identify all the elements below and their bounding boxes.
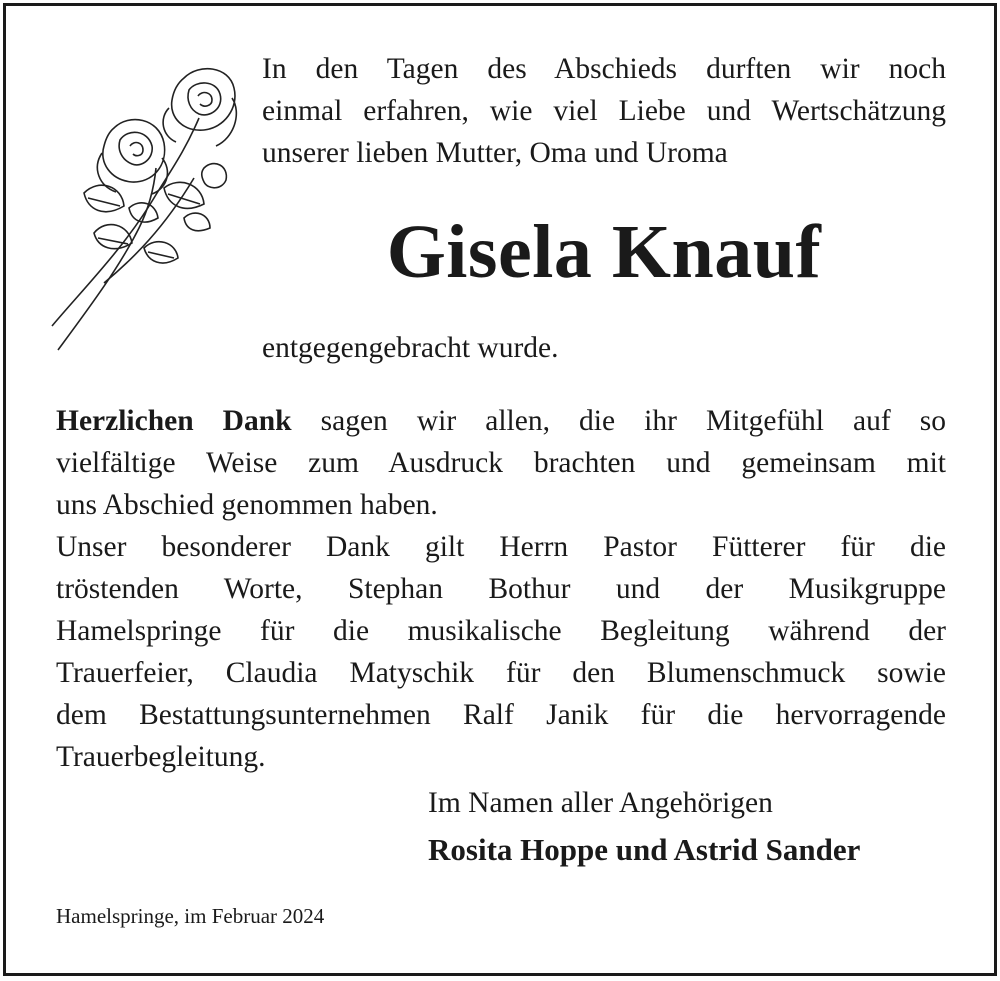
- thanks-heading: Herzlichen Dank: [56, 405, 292, 437]
- body-line-2: vielfältige Weise zum Ausdruck brachten und gemeinsam mit: [56, 447, 946, 479]
- body-line-9: Trauerbegleitung.: [56, 741, 266, 773]
- body-line-7: Trauerfeier, Claudia Matyschik für den Blumenschmuck sowie: [56, 657, 946, 689]
- body-line-8: dem Bestattungsunternehmen Ralf Janik für die hervorragende: [56, 699, 946, 731]
- signoff-line: Im Namen aller Angehörigen: [428, 787, 773, 819]
- body-line-4: Unser besonderer Dank gilt Herrn Pastor Fütterer für die: [56, 531, 946, 563]
- body-line-6: Hamelspringe für die musikalische Begleitung während der: [56, 615, 946, 647]
- place-date: Hamelspringe, im Februar 2024: [56, 904, 325, 928]
- deceased-name: Gisela Knauf: [386, 210, 822, 294]
- body-line-5: tröstenden Worte, Stephan Bothur und der Musikgruppe: [56, 573, 946, 605]
- body-line-3: uns Abschied genommen haben.: [56, 489, 438, 521]
- intro-line-3: unserer lieben Mutter, Oma und Uroma: [262, 137, 728, 169]
- intro-text: [262, 48, 946, 174]
- intro-line-2: einmal erfahren, wie viel Liebe und Wertschätzung: [262, 95, 946, 127]
- body-line-1: [56, 400, 946, 442]
- thanks-body: [56, 400, 946, 778]
- rose-icon: [44, 58, 244, 358]
- after-name-text: entgegengebracht wurde.: [262, 332, 559, 364]
- signoff-names: Rosita Hoppe und Astrid Sander: [428, 832, 861, 867]
- intro-line-1: In den Tagen des Abschieds durften wir noch: [262, 53, 946, 85]
- body-line-1-text: sagen wir allen, die ihr Mitgefühl auf so: [291, 405, 946, 437]
